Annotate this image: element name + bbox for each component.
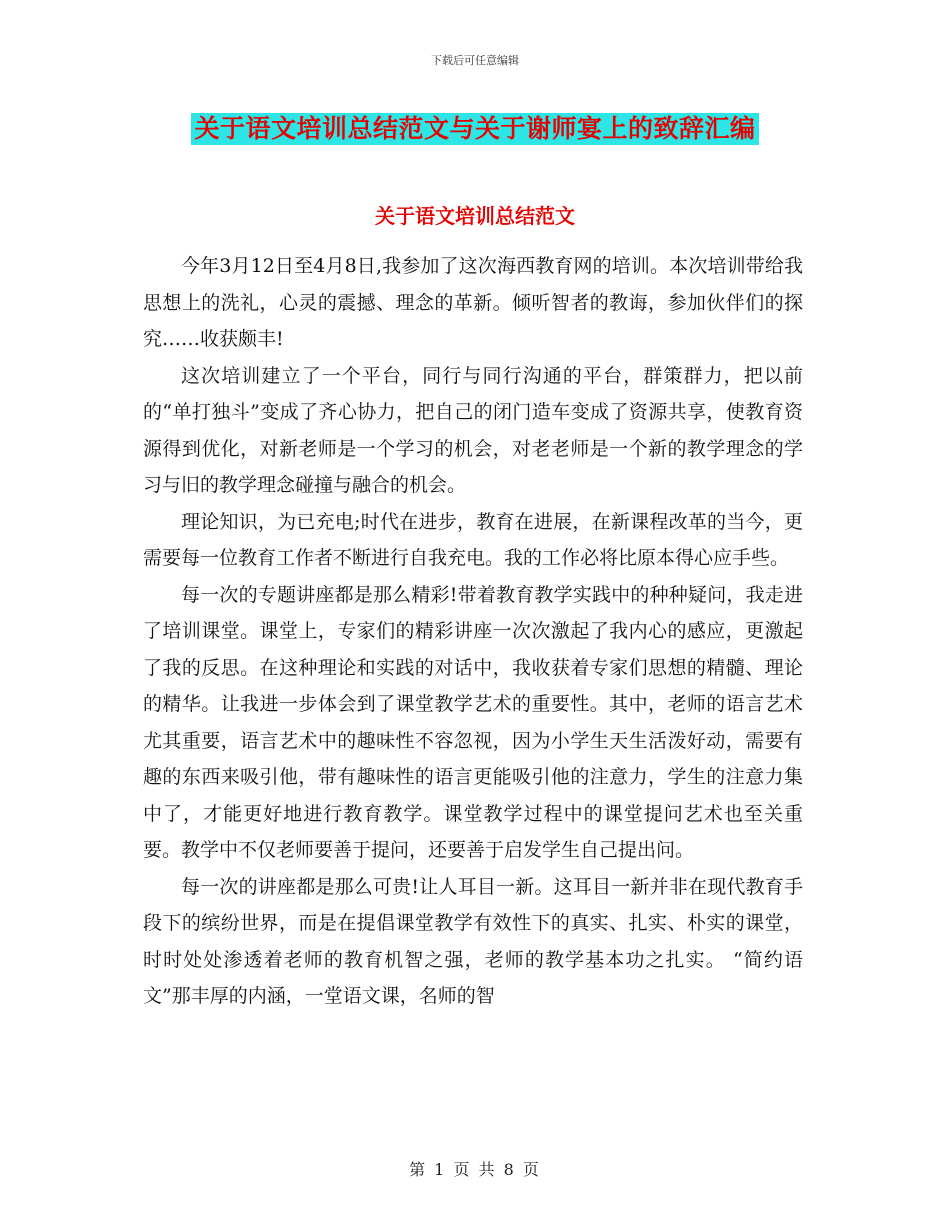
paragraph: 理论知识，为已充电;时代在进步，教育在进展，在新课程改革的当今，更需要每一位教育工作者不断进行自我充电。我的工作必将比原本得心应手些。: [143, 510, 803, 569]
paragraph: 每一次的专题讲座都是那么精彩!带着教育教学实践中的种种疑问，我走进了培训课堂。课堂上，专家们的精彩讲座一次次激起了我内心的感应，更激起了我的反思。在这种理论和实践的对话中，我收获着专家们思想的精髓、理论的精华。让我进一步体会到了课堂教学艺术的重要性。其中，老师的语言艺术尤其重要，语言艺术中的趣味性不容忽视，因为小学生天生活泼好动，需要有趣的东西来吸引他，带有趣味性的语言更能吸引他的注意力，学生的注意力集中了，才能更好地进行教育教学。课堂教学过程中的课堂提问艺术也至关重要。教学中不仅老师要善于提问，还要善于启发学生自己提出问。: [143, 583, 803, 861]
paragraph: 今年3月12日至4月8日,我参加了这次海西教育网的培训。本次培训带给我思想上的洗礼，心灵的震撼、理念的革新。倾听智者的教诲，参加伙伴们的探究……收获颇丰!: [143, 255, 803, 350]
document-body: [143, 248, 803, 1015]
main-title: 关于语文培训总结范文与关于谢师宴上的致辞汇编: [191, 113, 758, 145]
paragraph: 每一次的讲座都是那么可贵!让人耳目一新。这耳目一新并非在现代教育手段下的缤纷世界，而是在提倡课堂教学有效性下的真实、扎实、朴实的课堂，时时处处渗透着老师的教育机智之强，老师的教学基本功之扎实。 “简约语文”那丰厚的内涵，一堂语文课，名师的智: [143, 875, 803, 1007]
header-note: 下载后可任意编辑: [431, 54, 519, 67]
section-title: 关于语文培训总结范文: [375, 204, 575, 228]
main-title-container: [0, 113, 950, 145]
paragraph: 这次培训建立了一个平台，同行与同行沟通的平台，群策群力，把以前的“单打独斗”变成了齐心协力，把自己的闭门造车变成了资源共享，使教育资源得到优化，对新老师是一个学习的机会，对老老师是一个新的教学理念的学习与旧的教学理念碰撞与融合的机会。: [143, 364, 803, 496]
page-footer: 第 1 页 共 8 页: [409, 1160, 541, 1179]
